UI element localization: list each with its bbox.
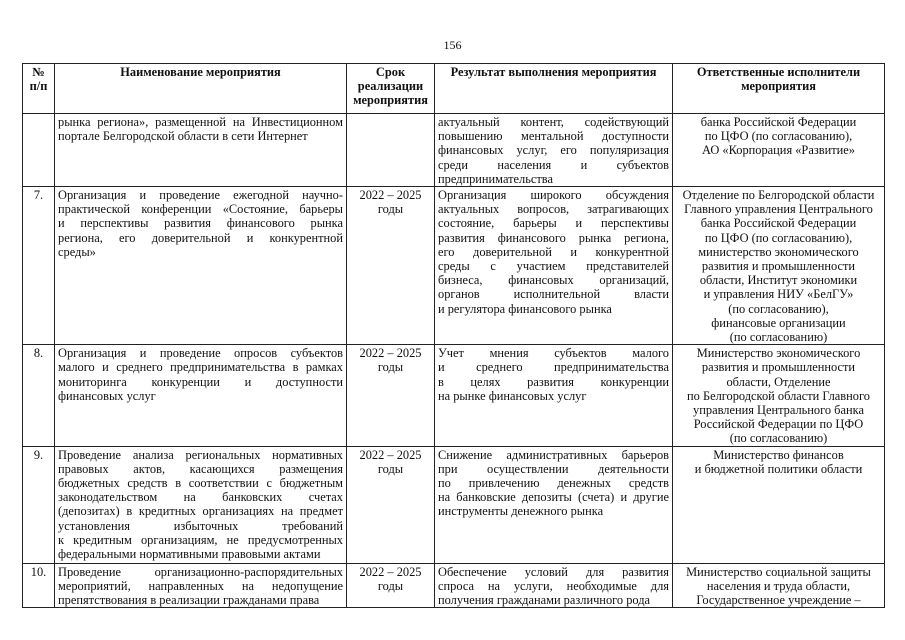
measure-name-line: к кредитным организациям, не предусмотренных bbox=[58, 532, 343, 547]
responsible-executors-line: по Белгородской области Главного bbox=[687, 388, 870, 403]
measure-name-line: Проведение анализа региональных нормативных bbox=[58, 447, 343, 462]
table-row bbox=[23, 446, 885, 563]
responsible-executors-line: (по согласованию) bbox=[729, 330, 828, 345]
measure-result-line: предпринимательства bbox=[438, 171, 553, 186]
measure-result-line: финансовых услуг, его популяризация bbox=[438, 143, 669, 158]
responsible-executors-line: (по согласованию) bbox=[729, 431, 828, 446]
responsible-executors-line: Российской Федерации по ЦФО bbox=[693, 417, 864, 432]
responsible-executors bbox=[673, 563, 885, 608]
responsible-executors-line: Министерство финансов bbox=[713, 447, 844, 462]
responsible-executors-line: Отделение по Белгородской области bbox=[682, 188, 875, 203]
measure-result-line: инструменты денежного рынка bbox=[438, 504, 604, 519]
measure-result bbox=[435, 446, 673, 563]
measure-result bbox=[435, 187, 673, 345]
responsible-executors-line: (по согласованию), bbox=[728, 301, 829, 316]
measure-name-line: портале Белгородской области в сети Интернет bbox=[58, 129, 308, 144]
row-number: 10. bbox=[23, 563, 55, 608]
responsible-executors-line: министерство экономического bbox=[698, 244, 859, 259]
responsible-executors-line: развития и промышленности bbox=[701, 360, 856, 375]
measure-name-line: малого и среднего предпринимательства в рамках bbox=[58, 360, 343, 375]
implementation-term: 2022 – 2025 годы bbox=[347, 446, 435, 563]
responsible-executors-line: финансовые организации bbox=[711, 315, 846, 330]
responsible-executors-line: Главного управления Центрального bbox=[684, 202, 873, 217]
measure-name bbox=[55, 345, 347, 446]
measure-result-line: состояние, барьеры и перспективы bbox=[438, 216, 669, 231]
responsible-executors-line: области, Институт экономики bbox=[699, 273, 858, 288]
measure-result bbox=[435, 114, 673, 187]
measure-result-line: и среднего предпринимательства bbox=[438, 360, 669, 375]
measure-result-line: по привлечению денежных средств bbox=[438, 476, 669, 491]
responsible-executors-line: управления Центрального банка bbox=[693, 403, 864, 418]
measure-name-line: практической конференции «Состояние, барьеры bbox=[58, 202, 343, 217]
responsible-executors bbox=[673, 114, 885, 187]
responsible-executors-line: Министерство экономического bbox=[696, 346, 861, 361]
responsible-executors-line: и управления НИУ «БелГУ» bbox=[703, 287, 854, 302]
measure-name bbox=[55, 114, 347, 187]
implementation-term: 2022 – 2025 годы bbox=[347, 187, 435, 345]
measure-name-line: установления избыточных требований bbox=[58, 518, 343, 533]
measure-name bbox=[55, 446, 347, 563]
header-term: Срок реализации мероприятия bbox=[347, 64, 435, 114]
measure-result-line: его доверительной и конкурентной bbox=[438, 244, 669, 259]
measure-result-line: получения гражданами различного рода bbox=[438, 593, 651, 608]
responsible-executors-line: Министерство социальной защиты bbox=[686, 564, 871, 579]
row-number bbox=[23, 114, 55, 187]
implementation-term: 2022 – 2025 годы bbox=[347, 345, 435, 446]
measure-name-line: федеральными нормативными правовыми актами bbox=[58, 547, 321, 562]
responsible-executors-line: Государственное учреждение – bbox=[696, 593, 861, 608]
responsible-executors-line: по ЦФО (по согласованию), bbox=[704, 230, 853, 245]
table-header-row bbox=[23, 64, 885, 114]
measure-name bbox=[55, 563, 347, 608]
measure-result-line: на рынке финансовых услуг bbox=[438, 388, 587, 403]
measure-result-line: бизнеса, финансовых организаций, bbox=[438, 273, 669, 288]
responsible-executors-line: АО «Корпорация «Развитие» bbox=[702, 143, 855, 158]
page-number: 156 bbox=[443, 38, 462, 52]
header-name: Наименование мероприятия bbox=[55, 64, 347, 114]
measures-table bbox=[22, 63, 885, 608]
measure-result-line: при осуществлении деятельности bbox=[438, 461, 669, 476]
measure-result-line: среды с участием представителей bbox=[438, 259, 669, 274]
implementation-term: 2022 – 2025 годы bbox=[347, 563, 435, 608]
measure-result-line: актуальный контент, содействующий bbox=[438, 115, 669, 129]
measure-name-line: бюджетных средств в соответствии с бюджетным bbox=[58, 476, 343, 491]
measure-name-line: рынка региона», размещенной на Инвестиционном bbox=[58, 115, 343, 129]
measure-name-line: правовых актов, касающихся размещения bbox=[58, 461, 343, 476]
measure-result-line: Обеспечение условий для развития bbox=[438, 564, 669, 579]
responsible-executors-line: по ЦФО (по согласованию), bbox=[704, 129, 853, 144]
measure-result-line: развития финансового рынка региона, bbox=[438, 230, 669, 245]
responsible-executors bbox=[673, 345, 885, 446]
header-result: Результат выполнения мероприятия bbox=[435, 64, 673, 114]
header-num: № п/п bbox=[23, 64, 55, 114]
responsible-executors-line: развития и промышленности bbox=[701, 259, 856, 274]
measure-result-line: спроса на услуги, необходимые для bbox=[438, 578, 669, 593]
measure-name bbox=[55, 187, 347, 345]
responsible-executors bbox=[673, 187, 885, 345]
measure-name-line: законодательством на банковских счетах bbox=[58, 490, 343, 505]
measure-name-line: мониторинга конкуренции и доступности bbox=[58, 374, 343, 389]
measure-name-line: препятствования в реализации гражданами права bbox=[58, 593, 320, 608]
measure-result-line: актуальных вопросов, затрагивающих bbox=[438, 202, 669, 217]
measure-name-line: среды» bbox=[58, 244, 96, 259]
measure-name-line: мероприятий, направленных на недопущение bbox=[58, 578, 343, 593]
measure-name-line: финансовых услуг bbox=[58, 388, 156, 403]
responsible-executors bbox=[673, 446, 885, 563]
measure-result-line: и регулятора финансового рынка bbox=[438, 301, 612, 316]
row-number: 9. bbox=[23, 446, 55, 563]
measure-result bbox=[435, 563, 673, 608]
table-row bbox=[23, 345, 885, 446]
responsible-executors-line: банка Российской Федерации bbox=[700, 216, 857, 231]
responsible-executors-line: и бюджетной политики области bbox=[694, 461, 863, 476]
responsible-executors-line: области, Отделение bbox=[726, 374, 831, 389]
measure-result-line: среди населения и субъектов bbox=[438, 157, 669, 172]
measure-name-line: Проведение организационно-распорядительных bbox=[58, 564, 343, 579]
measure-name-line: (депозитах) в кредитных организациях на предмет bbox=[58, 504, 343, 519]
measure-result-line: Учет мнения субъектов малого bbox=[438, 346, 669, 361]
measure-result-line: Организация широкого обсуждения bbox=[438, 188, 669, 203]
table-row bbox=[23, 563, 885, 608]
header-responsible: Ответственные исполнители мероприятия bbox=[673, 64, 885, 114]
measure-result-line: повышению ментальной доступности bbox=[438, 129, 669, 144]
measure-name-line: Организация и проведение ежегодной научно- bbox=[58, 188, 343, 203]
implementation-term bbox=[347, 114, 435, 187]
responsible-executors-line: банка Российской Федерации bbox=[700, 115, 857, 129]
measure-result-line: в целях развития конкуренции bbox=[438, 374, 669, 389]
table-row bbox=[23, 187, 885, 345]
row-number: 8. bbox=[23, 345, 55, 446]
measure-name-line: региона, его доверительной и конкурентной bbox=[58, 230, 343, 245]
table-row bbox=[23, 114, 885, 187]
measure-name-line: Организация и проведение опросов субъектов bbox=[58, 346, 343, 361]
row-number: 7. bbox=[23, 187, 55, 345]
responsible-executors-line: населения и труда области, bbox=[706, 578, 851, 593]
measure-result-line: органов исполнительной власти bbox=[438, 287, 669, 302]
measure-result-line: Снижение административных барьеров bbox=[438, 447, 669, 462]
measure-result-line: на банковские депозиты (счета) и другие bbox=[438, 490, 669, 505]
measure-name-line: и перспективы развития финансового рынка bbox=[58, 216, 343, 231]
measure-result bbox=[435, 345, 673, 446]
